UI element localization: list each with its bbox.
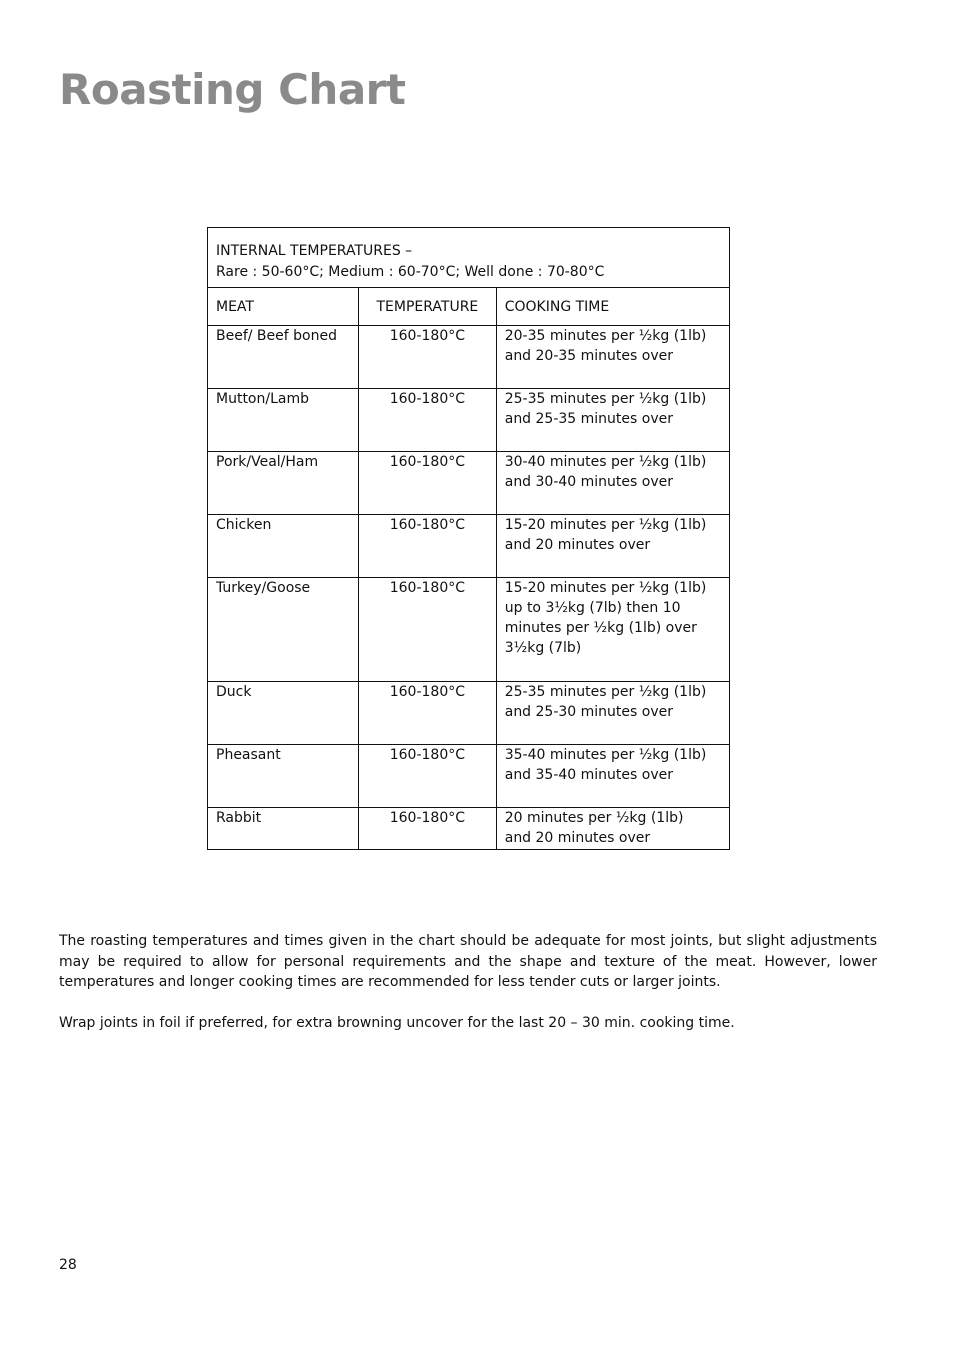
temperature-cell: 160-180°C <box>359 452 497 515</box>
table-header-row <box>208 288 730 326</box>
internal-temperatures-row <box>208 228 730 288</box>
internal-temperatures-title: INTERNAL TEMPERATURES – <box>216 242 413 259</box>
temperature-cell: 160-180°C <box>359 326 497 389</box>
cooking-time-line: and 35-40 minutes over <box>504 767 673 783</box>
notes-paragraph-adjustments: The roasting temperatures and times given in the chart should be adequate for most joints, but slight adjustments may be required to allow for personal requirements and the shape and texture of the meat. However, lower temperatures and longer cooking times are recommended for less tender cuts or larger joints. <box>59 933 877 990</box>
header-meat: MEAT <box>208 288 359 326</box>
meat-cell: Pork/Veal/Ham <box>208 452 359 515</box>
temperature-cell: 160-180°C <box>359 682 497 745</box>
table-row <box>208 682 730 745</box>
meat-cell: Chicken <box>208 515 359 578</box>
cooking-time-cell <box>496 326 729 389</box>
cooking-time-line: and 25-35 minutes over <box>504 411 673 427</box>
cooking-time-line: minutes per ½kg (1lb) over <box>504 620 697 636</box>
table-row <box>208 452 730 515</box>
meat-cell: Pheasant <box>208 745 359 808</box>
meat-cell: Turkey/Goose <box>208 578 359 682</box>
table-body <box>208 326 730 850</box>
table-row <box>208 808 730 850</box>
table-row <box>208 745 730 808</box>
cooking-time-line: 35-40 minutes per ½kg (1lb) <box>504 747 707 763</box>
cooking-time-line: 15-20 minutes per ½kg (1lb) <box>504 580 707 596</box>
page-number: 28 <box>59 1257 77 1273</box>
table-row <box>208 515 730 578</box>
table-row <box>208 578 730 682</box>
cooking-time-line: 30-40 minutes per ½kg (1lb) <box>504 454 707 470</box>
cooking-time-cell <box>496 389 729 452</box>
cooking-time-cell <box>496 578 729 682</box>
cooking-time-line: 15-20 minutes per ½kg (1lb) <box>504 517 707 533</box>
cooking-time-line: 3½kg (7lb) <box>504 640 582 656</box>
cooking-time-cell <box>496 515 729 578</box>
cooking-time-line: and 25-30 minutes over <box>504 704 673 720</box>
meat-cell: Mutton/Lamb <box>208 389 359 452</box>
cooking-time-line: and 20 minutes over <box>504 537 651 553</box>
cooking-time-line: 20-35 minutes per ½kg (1lb) <box>504 328 707 344</box>
page-title: Roasting Chart <box>59 65 406 114</box>
temperature-cell: 160-180°C <box>359 578 497 682</box>
roasting-table <box>207 227 730 850</box>
table-row <box>208 326 730 389</box>
cooking-time-line: and 30-40 minutes over <box>504 474 673 490</box>
cooking-time-line: up to 3½kg (7lb) then 10 <box>504 600 681 616</box>
cooking-time-cell <box>496 808 729 850</box>
meat-cell: Duck <box>208 682 359 745</box>
cooking-time-line: 25-35 minutes per ½kg (1lb) <box>504 684 707 700</box>
meat-cell: Rabbit <box>208 808 359 850</box>
temperature-cell: 160-180°C <box>359 389 497 452</box>
cooking-time-line: 25-35 minutes per ½kg (1lb) <box>504 391 707 407</box>
cooking-time-line: and 20 minutes over <box>504 830 651 846</box>
internal-temperatures-cell <box>208 228 730 288</box>
cooking-time-cell <box>496 745 729 808</box>
header-cooking-time: COOKING TIME <box>496 288 729 326</box>
cooking-time-line: 20 minutes per ½kg (1lb) <box>504 810 684 826</box>
internal-temperatures-values: Rare : 50-60°C; Medium : 60-70°C; Well done : 70-80°C <box>216 263 605 280</box>
cooking-time-cell <box>496 452 729 515</box>
table-row <box>208 389 730 452</box>
meat-cell: Beef/ Beef boned <box>208 326 359 389</box>
temperature-cell: 160-180°C <box>359 808 497 850</box>
temperature-cell: 160-180°C <box>359 515 497 578</box>
notes-paragraph-foil: Wrap joints in foil if preferred, for extra browning uncover for the last 20 – 30 min. cooking time. <box>59 1014 735 1031</box>
cooking-time-cell <box>496 682 729 745</box>
cooking-time-line: and 20-35 minutes over <box>504 348 673 364</box>
header-temperature: TEMPERATURE <box>359 288 497 326</box>
notes <box>59 931 877 1053</box>
temperature-cell: 160-180°C <box>359 745 497 808</box>
